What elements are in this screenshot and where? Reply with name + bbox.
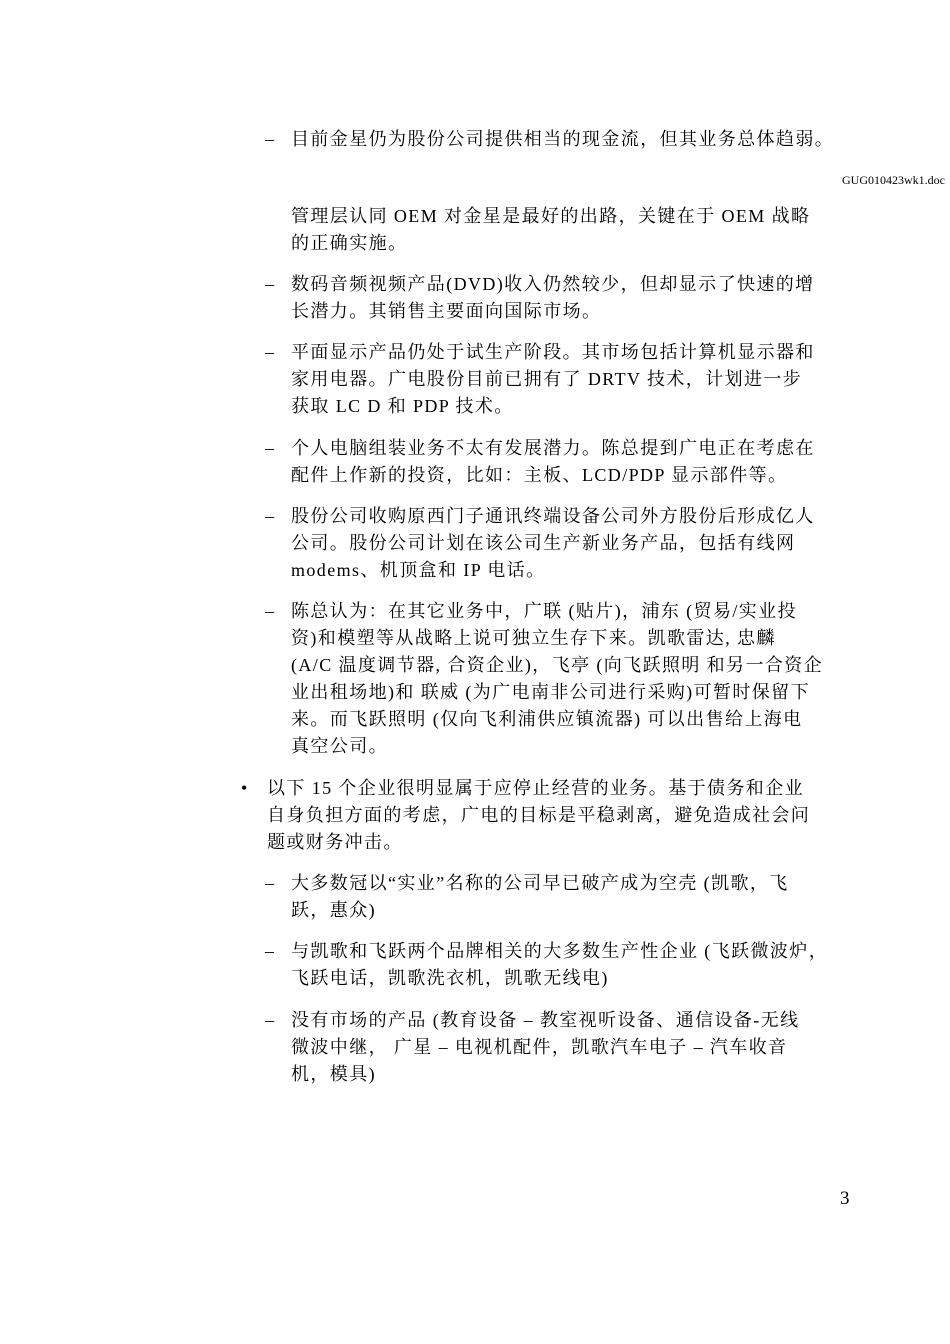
dash-marker: – <box>265 342 274 362</box>
paragraph-line: 业出租场地)和 联威 (为广电南非公司进行采购)可暂时保留下 <box>291 682 810 702</box>
paragraph-line: 自身负担方面的考虑，广电的目标是平稳剥离，避免造成社会问 <box>267 805 811 825</box>
page-number: 3 <box>840 1188 850 1209</box>
dash-marker: – <box>265 1010 274 1030</box>
dash-marker: – <box>265 129 274 149</box>
paragraph-line: 的正确实施。 <box>291 233 408 253</box>
paragraph-line: modems、机顶盒和 IP 电话。 <box>291 560 546 580</box>
paragraph-line: 以下 15 个企业很明显属于应停止经营的业务。基于债务和企业 <box>267 778 804 798</box>
paragraph-line: 大多数冠以“实业”名称的公司早已破产成为空壳 (凯歌，飞 <box>291 873 789 893</box>
paragraph-line: 公司。股份公司计划在该公司生产新业务产品，包括有线网 <box>291 533 796 553</box>
paragraph-line: 与凯歌和飞跃两个品牌相关的大多数生产性企业 (飞跃微波炉， <box>291 941 829 961</box>
paragraph-line: 飞跃电话，凯歌洗衣机，凯歌无线电) <box>291 968 609 988</box>
paragraph-line: 真空公司。 <box>291 736 388 756</box>
document-filename: GUG010423wk1.doc <box>842 173 945 187</box>
dash-marker: – <box>265 438 274 458</box>
dash-marker: – <box>265 873 274 893</box>
paragraph-line: 配件上作新的投资，比如：主板、LCD/PDP 显示部件等。 <box>291 465 788 485</box>
paragraph-line: 个人电脑组装业务不太有发展潜力。陈总提到广电正在考虑在 <box>291 438 815 458</box>
paragraph-line: 陈总认为：在其它业务中，广联 (贴片)，浦东 (贸易/实业投 <box>291 601 797 621</box>
dash-marker: – <box>265 941 274 961</box>
paragraph-line: 资)和模塑等从战略上说可独立生存下来。凯歌雷达, 忠麟 <box>291 628 776 648</box>
paragraph-line: 长潜力。其销售主要面向国际市场。 <box>291 301 602 321</box>
paragraph-line: 平面显示产品仍处于试生产阶段。其市场包括计算机显示器和 <box>291 342 815 362</box>
dash-marker: – <box>265 506 274 526</box>
paragraph-line: 来。而飞跃照明 (仅向飞利浦供应镇流器) 可以出售给上海电 <box>291 709 803 729</box>
paragraph-line: 获取 LC D 和 PDP 技术。 <box>291 396 514 416</box>
paragraph-line: 题或财务冲击。 <box>267 832 403 852</box>
paragraph-line: 没有市场的产品 (教育设备 – 教室视听设备、通信设备-无线 <box>291 1010 800 1030</box>
bullet-marker: • <box>241 778 248 798</box>
dash-marker: – <box>265 601 274 621</box>
dash-marker: – <box>265 274 274 294</box>
paragraph-line: 家用电器。广电股份目前已拥有了 DRTV 技术，计划进一步 <box>291 369 803 389</box>
paragraph-line: 微波中继， 广星 – 电视机配件，凯歌汽车电子 – 汽车收音 <box>291 1037 788 1057</box>
paragraph-line: 跃，惠众) <box>291 900 376 920</box>
paragraph-line: 数码音频视频产品(DVD)收入仍然较少，但却显示了快速的增 <box>291 274 815 294</box>
paragraph-line: 管理层认同 OEM 对金星是最好的出路，关键在于 OEM 战略 <box>291 206 811 226</box>
paragraph-line: (A/C 温度调节器, 合资企业)，飞亭 (向飞跃照明 和另一合资企 <box>291 655 824 675</box>
paragraph-line: 机，模具) <box>291 1064 376 1084</box>
paragraph-line: 目前金星仍为股份公司提供相当的现金流，但其业务总体趋弱。 <box>291 129 835 149</box>
paragraph-line: 股份公司收购原西门子通讯终端设备公司外方股份后形成亿人 <box>291 506 815 526</box>
